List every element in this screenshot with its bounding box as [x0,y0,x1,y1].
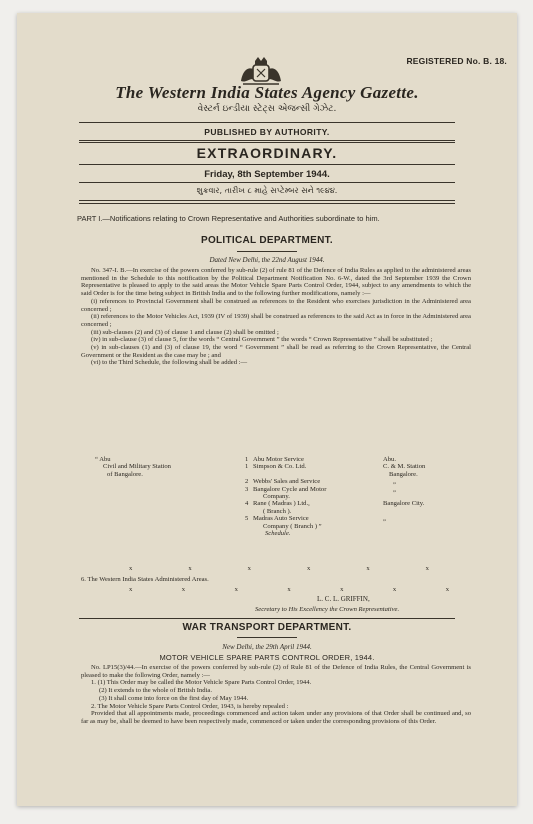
divider [79,164,455,165]
divider [237,251,297,252]
schedule-row: Company ( Branch ) ” [263,522,322,530]
schedule-label: Schedule. [265,530,291,538]
modification-item: (iii) sub-clauses (2) and (3) of clause 1 and clause (2) shall be omitted ; [91,328,279,336]
modification-item: (vi) to the Third Schedule, the following shall be added :— [91,359,248,367]
clause-line: 2. The Motor Vehicle Spare Parts Control Order, 1943, is hereby repealed : [91,702,289,710]
modification-item: (iv) in sub-clause (3) of clause 5, for the words “ Central Government ” the words “ Crown Representative ” shall be substituted ; [91,336,433,344]
signatory-name: L. C. L. GRIFFIN, [317,595,370,603]
extraordinary-heading: EXTRAORDINARY. [196,145,338,161]
gazette-title-gujarati: વેસ્ટર્ન ઇન્ડીયા સ્ટેટ્સ એજન્સી ગેઝેટ. [197,104,337,114]
published-by-authority: PUBLISHED BY AUTHORITY. [204,127,330,137]
issue-date-gujarati: શુક્રવાર, તારીખ ૮ માહે સપ્ટેમ્બર સને ૧૯૪૪. [196,186,338,195]
modification-item: (v) in sub-clauses (1) and (3) of clause 19, the word “ Government ” shall be read as referring to the Crown Representative, the Central Government or the Resident as the case may be ; and [81,344,471,359]
gazette-page [17,13,517,806]
schedule-row: 2 Webbs' Sales and Service „ [245,478,396,486]
schedule-areas [95,456,185,478]
war-paragraph: No. LP15(3)/44.—In exercise of the powers conferred by sub-rule (2) of Rule 81 of the Defence of India Rules, the Central Government is pleased to make the following Order, namely :— [81,664,471,679]
clause-line: 1. (1) This Order may be called the Motor Vehicle Spare Parts Control Order, 1944. [91,679,312,687]
schedule-row: 1 Abu Motor Service Abu. [245,456,397,463]
schedule-row: ( Branch ). [263,507,292,515]
divider [79,200,455,201]
schedule-area-line: “ Abu [95,456,111,463]
schedule-area-line: of Bangalore. [107,470,143,478]
clause-line: (2) It extends to the whole of British India. [99,687,212,695]
issue-date: Friday, 8th September 1944. [204,169,330,180]
divider [79,140,455,141]
omission-marks: x x x x x x [129,565,429,572]
schedule-row: Company. [263,493,290,501]
part-heading: PART I.—Notifications relating to Crown Representative and Authorities subordinate to him. [77,214,380,223]
war-dated: New Delhi, the 29th April 1944. [222,643,312,651]
divider [79,122,455,123]
schedule-row: 5 Madras Auto Service „ [245,515,386,523]
divider [79,182,455,183]
schedule-area-line: Civil and Military Station [103,463,171,471]
gazette-title: The Western India States Agency Gazette. [115,83,419,102]
schedule-table [245,456,475,537]
schedule-row: 4 Rane ( Madras ) Ltd., Bangalore City. [245,500,425,508]
schedule-row: Bangalore. [389,470,418,478]
proviso: Provided that all appointments made, proceedings commenced and action taken under any provisions of that Order shall be continued and, so far as may be, shall be deemed to have been respectively made, commenced or taken under the corresponding provisions of this Order. [81,710,471,725]
war-transport-heading: WAR TRANSPORT DEPARTMENT. [182,622,352,633]
political-department-heading: POLITICAL DEPARTMENT. [200,235,334,246]
political-notification-body [81,267,471,367]
divider [79,618,455,619]
political-paragraph: No. 347-I. B.—In exercise of the powers conferred by sub-rule (2) of rule 81 of the Defence of India Rules as applied to the administered areas mentioned in the Schedule to this notification by the Political Department Notification No. 6-W., dated the 3rd September 1939 the Crown Representative is pleased to apply to the said areas the Motor Vehicle Spare Parts Control Order, 1944, subject to any amendments to which the said Order is for the time being subject in British India and to the following further modifications, namely :— [81,267,471,298]
registration-number: REGISTERED No. B. 18. [406,56,507,66]
schedule-row: 3 Bangalore Cycle and Motor „ [245,485,396,493]
order-title: MOTOR VEHICLE SPARE PARTS CONTROL ORDER, 1944. [159,653,375,662]
clause-line: (3) It shall come into force on the first day of May 1944. [99,694,249,702]
divider [79,203,455,204]
divider [237,637,297,638]
war-order-body [81,664,471,726]
political-dated: Dated New Delhi, the 22nd August 1944. [209,256,325,264]
modification-item: (i) references to Provincial Government shall be construed as references to the Resident who exercises jurisdiction in the Administered area concerned ; [81,297,471,313]
signatory-role: Secretary to His Excellency the Crown Representative. [255,606,400,613]
divider [79,142,455,143]
schedule-row: 1 Simpson & Co. Ltd. C. & M. Station [245,463,426,471]
omission-marks: x x x x x x x [129,586,449,593]
modification-item: (ii) references to the Motor Vehicles Act, 1939 (IV of 1939) shall be construed as references to the said Act as in force in the Administered area concerned ; [81,313,471,328]
administered-areas: 6. The Western India States Administered Areas. [81,576,209,583]
